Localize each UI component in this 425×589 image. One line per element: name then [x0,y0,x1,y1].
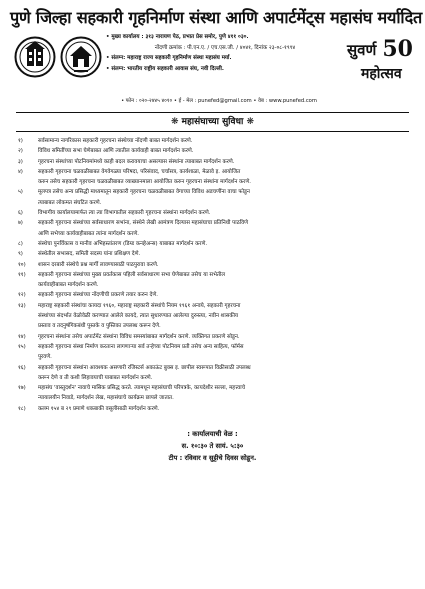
service-item [10,393,415,403]
service-number [10,311,38,321]
service-text: विविध समितींच्या सभा घेणेबाबत आणि त्यातील कार्यवाही बाबत मार्गदर्शन करणे. [38,148,194,155]
service-number: १६) [18,364,26,371]
service-number: ७) [18,220,23,227]
services-heading: ❋ महासंघाच्या सुविधा ❋ [170,117,255,127]
service-number [10,280,38,290]
service-item [10,218,415,228]
service-text: सहकारी गृहरचना चळवळीबाबत वेगवेगळ्या परिषदा, परिसंवाद, चर्चासत्र, कार्यशाळा, मेळावे इ. आयोजित [38,168,241,175]
header-divider [16,112,409,113]
service-text: गृहरचना संस्थांच्या पोटनियमांमध्ये काही बदल करावयाचा असल्यास संस्थांना त्याबाबत मार्गदर्शन करणे. [38,158,235,165]
service-text: आणि सभेच्या कार्यवाहीबाबत त्यांना मार्गदर्शन करणे. [38,230,140,237]
service-text: मूलपत्र तसेच अन्य प्रसिद्धी माध्यमातून सहकारी गृहरचना चळवळीबाबत वेगाच्या विविध अडचणींना वाचा फोडून [38,189,250,196]
service-item [10,332,415,342]
service-number: ९) [18,251,23,258]
service-number: ११) [18,271,26,278]
service-text: करून देणे व ती कशी लिहावयाची याबाबत मार्गदर्शन करणे. [38,374,153,381]
office-hours-label: : कार्यालयाची वेळ : [187,430,238,439]
contact-line: • फोन : ०२०-२४४५ ४०१० • ई - मेल : punefed@gmail.com • वेब : www.punefed.com [121,98,317,104]
service-number: १३) [18,302,26,309]
organization-title: पुणे जिल्हा सहकारी गृहनिर्माण संस्था आणि अपार्टमेंट्स महासंघ मर्यादित [10,8,423,27]
cooperative-logo-icon [60,34,102,80]
service-item [10,167,415,177]
service-text: संस्थेचा पुनर्विकास व मानीव अभिहस्तांतरण (डिम्ड कन्व्हेअन्स) याबाबत मार्गदर्शन करणे. [38,240,208,247]
service-text: कार्यवाहीबाबत मार्गदर्शन करणे. [38,282,99,289]
service-number: १७) [18,385,26,392]
service-number: १०) [18,261,26,268]
service-item [10,311,415,321]
letterhead-details [106,32,344,74]
service-item [10,177,415,187]
service-number [10,393,38,403]
service-text: पुरवणे. [38,354,52,361]
service-text: सहकारी गृहरचना संस्थांना आवश्यक असणारी रजिस्टर्स अकाऊंट बुक्स इ. छापील स्वरूपात विक्रीसाठी उपलब्ध [38,364,251,371]
service-item [10,352,415,362]
service-text: न्यायालयीन निवाडे, मार्गदर्शन लेख, महासंघाचे कार्यक्रम छापले जातात. [38,395,174,402]
service-item [10,187,415,197]
service-text: करुन तसेच सहकारी गृहरचना चळवळीबाबत व्याख्यानमाला आयोजित करुन गृहरचना संस्थांना मार्गदर्शन करणे. [38,179,252,186]
service-text: सहकारी गृहरचना संस्था निर्माण करताना लागणाऱ्या सर्व तऱ्हेच्या पोटनियम प्रती तसेच अन्य साहित्य, फॉर्मस [38,343,244,350]
office-hours [10,428,415,464]
service-number [10,177,38,187]
service-text: महाराष्ट्र सहकारी संस्थांचा कायदा १९६०, महाराष्ट्र सहकारी संस्थांचे नियम १९६१ अन्वये, सहकारी गृहरचना [38,302,241,309]
service-text: संस्थेतील सभासद, समिती सदस्य यांना प्रशिक्षण देणे. [38,251,141,258]
service-text: सहकारी गृहरचना संस्थांच्या सर्वसाधारण सभांना, संस्थेने लेखी आमंत्रण दिल्यास महासंघाचा प्रतिनिधी पाठविणे [38,220,249,227]
office-address: • मुख्य कार्यालय : ३१३ नारायण पेठ, प्रभात प्रेस समोर, पुणे ४११ ०३०. [106,34,249,40]
service-number: १८) [18,405,26,412]
service-item [10,342,415,352]
service-number: १२) [18,292,26,299]
service-number [10,198,38,208]
state-affiliation: • संलग्न: महाराष्ट्र राज्य सहकारी गृहनिर्माण संस्था महासंघ मर्या. [106,55,232,62]
service-item [10,208,415,218]
service-item [10,229,415,239]
service-text: संस्थांच्या संदर्भात वेळोवेळी करण्यात आलेले कायदे, त्यात सुधारण्यात आलेल्या दुरुस्त्या, नवीन शासकीय [38,313,239,320]
office-hours-time: स. १०:३० ते सायं. ५:३० [181,442,244,451]
national-affiliation: • संलग्न: भारतीय राष्ट्रीय सहकारी आवास संघ, नवी दिल्ली. [106,65,224,72]
service-item [10,146,415,156]
service-item [10,404,415,414]
service-number [10,229,38,239]
service-number: ८) [18,240,23,247]
registration-number: नोंदणी क्रमांक : पी.एन.ए. / एच.एस.जी. / ४०४१, दिनांक २३-०८-१९९४ [154,44,296,51]
service-item [10,249,415,259]
service-text: सर्वसामान्य नागरिकास सहकारी गृहरचना संस्थेच्या नोंदणी बाबत मार्गदर्शन करणे. [38,138,193,144]
service-item [10,321,415,331]
service-item [10,301,415,311]
service-item [10,363,415,373]
jubilee-word: सुवर्ण [347,41,377,59]
service-text: शासन दरबारी संस्थेचे प्रश्न मार्गी लावण्यासाठी पाठपुरावा करणे. [38,261,159,268]
service-text: महासंघ 'वास्तुदर्शन' नावाचे मासिक प्रसिद्ध करते. त्यामधून महासंघाची परिपत्रके, कायदेशीर सल्ला, महत्त्वाचे [38,385,246,392]
office-hours-note: टीप : रविवार व सुट्टीचे दिवस सोडून. [168,454,257,463]
service-number: ५) [18,189,23,196]
service-number [10,373,38,383]
service-item [10,290,415,300]
service-text: प्रस्ताव व तदनुषंगिकबंधी पुस्तके व पुस्तिका उपलब्ध करून देणे. [38,323,161,330]
service-number: १५) [18,343,26,350]
service-number: २) [18,148,23,155]
service-text: सहकारी गृहरचना संस्थांच्या नोंदणीची प्रकरणे तयार करुन देणे. [38,292,158,299]
service-number: १४) [18,333,26,340]
service-text: सहकारी गृहरचना संस्थांच्या मुख्य प्रवर्तकास पहिली सर्वसाधारण सभा घेणेबाबत तसेच या सभेतील [38,271,225,278]
letterhead-header [10,32,415,112]
service-item [10,157,415,167]
services-list [10,136,415,414]
services-divider [16,131,409,132]
service-item [10,373,415,383]
service-text: कलम १५४ ब २९ प्रमाणे थकबाकी वसूलीसाठी मार्गदर्शन करणे. [38,405,160,412]
service-item [10,270,415,280]
service-item [10,260,415,270]
federation-logo-icon [14,34,56,80]
jubilee-number: 50 [382,36,413,62]
service-number: ४) [18,168,23,175]
service-number: ३) [18,158,23,165]
logo-group [14,34,104,82]
service-number [10,321,38,331]
service-item [10,136,415,146]
service-item [10,383,415,393]
service-number: १) [18,138,23,144]
service-item [10,198,415,208]
service-number [10,352,38,362]
service-item [10,280,415,290]
service-number: ६) [18,210,23,217]
jubilee-subtitle: महोत्सव [361,66,402,82]
service-item [10,239,415,249]
service-text: त्याबाबत लोकमत संघटित करणे. [38,199,102,206]
service-text: गृहरचना संस्थांना तसेच अपार्टमेंट संस्थांना विविध समस्यांबाबत मार्गदर्शन करणे. व्यक्तिगत प्रकरणे सोडून. [38,333,240,340]
golden-jubilee-logo [347,38,413,94]
service-text: विभागीय कार्यालयामार्फत त्या त्या विभागातील सहकारी गृहरचना संस्थांना मार्गदर्शन करणे. [38,210,211,217]
